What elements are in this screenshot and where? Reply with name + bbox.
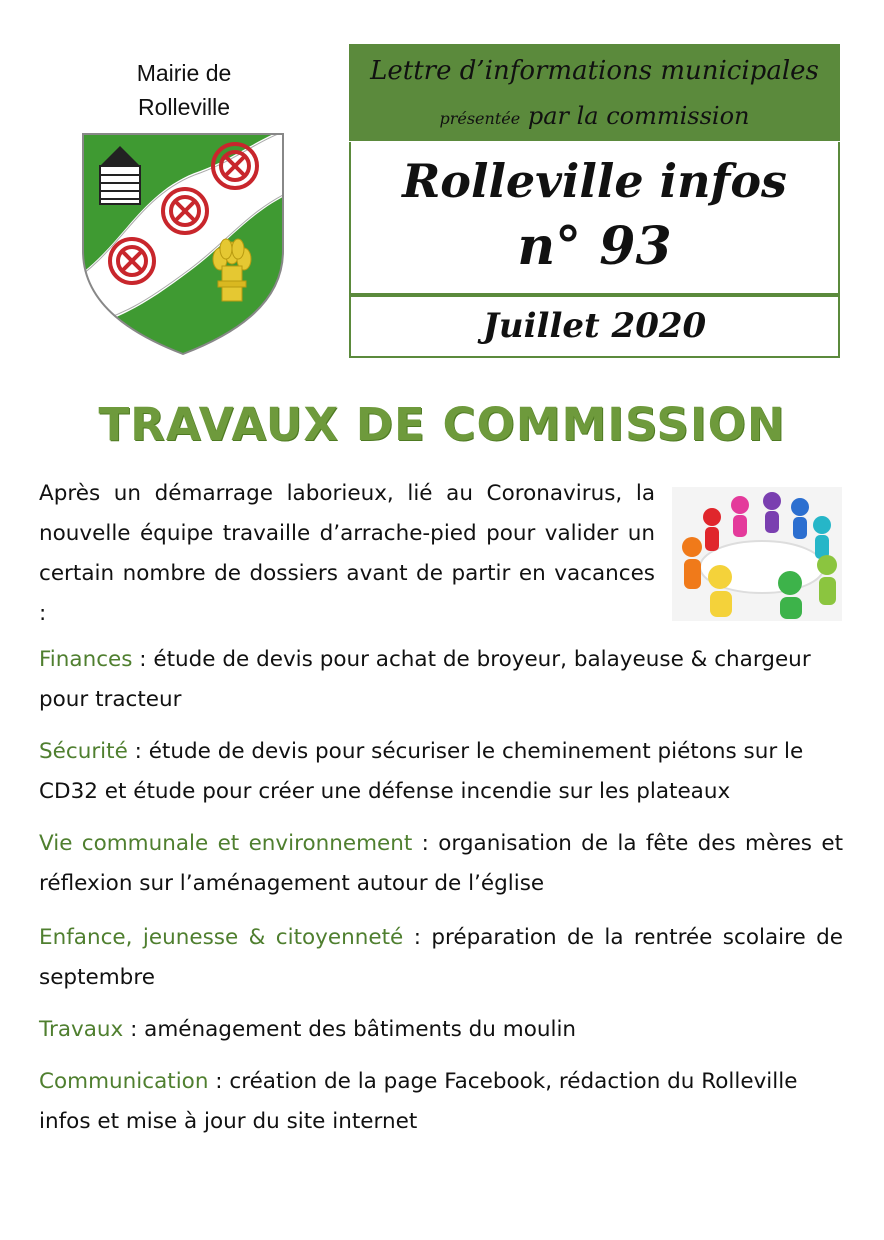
header-banner <box>349 44 840 141</box>
banner-line1: Lettre d’informations municipales <box>370 56 819 86</box>
item-enfance <box>39 918 843 998</box>
item-communication <box>39 1062 843 1142</box>
section-title: TRAVAUX DE COMMISSION <box>98 398 786 451</box>
rolleville-coat-of-arms-icon <box>80 131 286 357</box>
item-text: : organisation de la fête des mères et réflexion sur l’aménagement autour de l’église <box>39 831 843 896</box>
item-securite <box>39 732 843 812</box>
mairie-label <box>96 56 272 124</box>
people-around-table-icon <box>672 487 842 621</box>
banner-line2-rest: par la commission <box>527 102 750 130</box>
item-text: : création de la page Facebook, rédaction du Rolleville infos et mise à jour du site internet <box>39 1069 798 1134</box>
item-label: Travaux <box>39 1017 124 1042</box>
item-text: : étude de devis pour sécuriser le cheminement piétons sur le CD32 et étude pour créer une défense incendie sur les plateaux <box>39 739 804 804</box>
item-text: : aménagement des bâtiments du moulin <box>123 1017 577 1042</box>
mairie-line2: Rolleville <box>137 94 231 120</box>
banner-line2 <box>349 102 840 130</box>
newsletter-issue-number: n° 93 <box>517 216 672 277</box>
banner-line2-small: présentée <box>439 109 521 128</box>
newsletter-title: Rolleville infos <box>402 154 787 208</box>
mairie-line1: Mairie de <box>136 60 232 86</box>
item-text: : préparation de la rentrée scolaire de septembre <box>39 925 843 990</box>
item-label: Enfance, jeunesse & citoyenneté <box>39 925 404 950</box>
item-label: Finances <box>39 647 133 672</box>
item-label: Communication <box>39 1069 209 1094</box>
item-label: Vie communale et environnement <box>39 831 413 856</box>
intro-paragraph: Après un démarrage laborieux, lié au Coronavirus, la nouvelle équipe travaille d’arrache-pied pour valider un certain nombre de dossiers avant de partir en vacances : <box>39 481 655 626</box>
item-text: : étude de devis pour achat de broyeur, balayeuse & chargeur pour tracteur <box>39 647 811 712</box>
item-label: Sécurité <box>39 739 128 764</box>
newsletter-title-box <box>349 142 840 295</box>
item-finances <box>39 640 843 720</box>
item-travaux <box>39 1010 843 1050</box>
item-vie-communale <box>39 824 843 904</box>
newsletter-date: Juillet 2020 <box>349 295 840 358</box>
